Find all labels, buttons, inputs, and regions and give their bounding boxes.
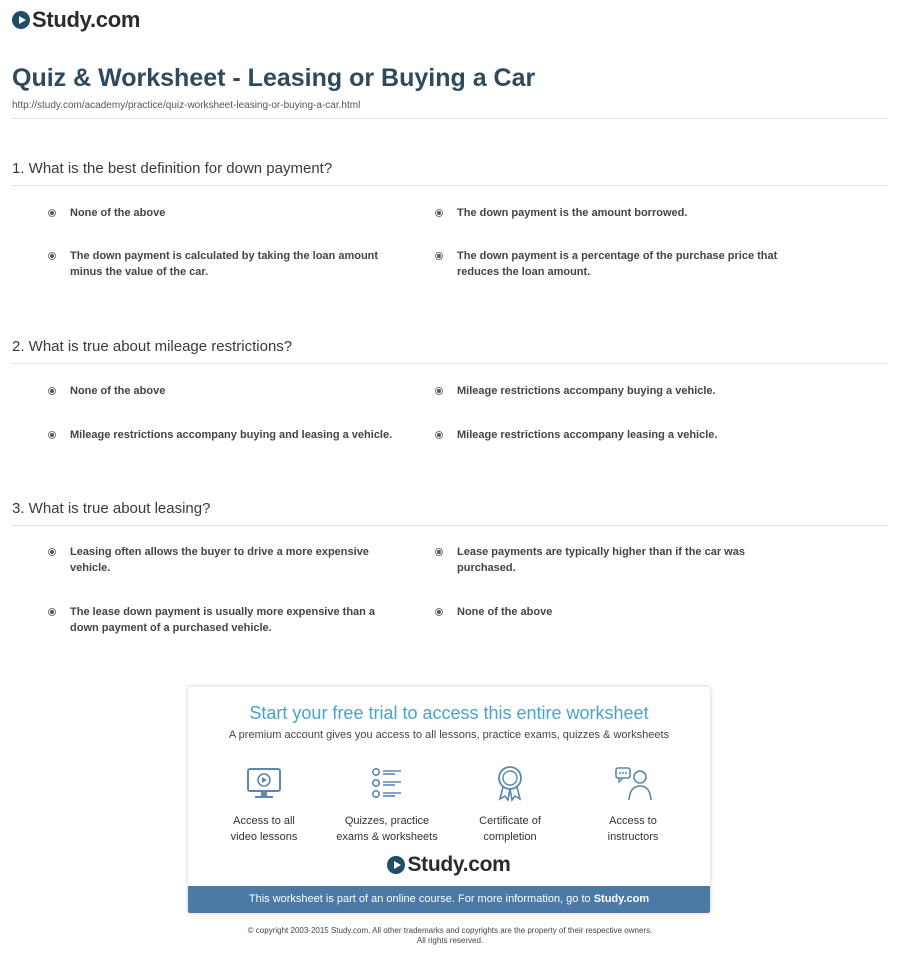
feature-label-line: Certificate of [479,815,541,827]
radio-button-icon[interactable] [48,548,56,556]
radio-button-icon[interactable] [435,431,443,439]
instructor-icon [613,763,653,803]
answer-option[interactable] [46,604,406,636]
feature-label [450,813,570,845]
radio-button-icon[interactable] [48,431,56,439]
copyright-line: All rights reserved. [416,936,484,945]
play-logo-icon [387,856,405,874]
answer-option[interactable] [46,248,406,280]
answer-option[interactable] [46,205,406,221]
answer-option[interactable] [433,248,793,280]
question-1 [12,160,888,300]
page-title: Quiz & Worksheet - Leasing or Buying a Car [12,64,536,92]
course-info-text: This worksheet is part of an online course. For more information, go to [248,893,594,905]
question-2 [12,338,888,458]
copyright-line: © copyright 2003-2015 Study.com. All other trademarks and copyrights are the property of their respective owners. [247,926,653,935]
radio-button-icon[interactable] [435,548,443,556]
feature-label-line: Access to [609,815,657,827]
answer-text: Mileage restrictions accompany buying a vehicle. [457,385,716,397]
feature-video-lessons [204,763,324,845]
feature-label [327,813,447,845]
answer-text: The down payment is the amount borrowed. [457,207,688,219]
site-logo[interactable] [12,6,140,34]
question-text: 1. What is the best definition for down payment? [12,160,888,186]
promo-heading[interactable]: Start your free trial to access this entire worksheet [249,703,649,723]
question-text: 3. What is true about leasing? [12,500,888,526]
answer-text: The down payment is calculated by taking the loan amount minus the value of the car. [70,250,379,278]
feature-label [204,813,324,845]
certificate-icon [490,763,530,803]
question-text: 2. What is true about mileage restrictions? [12,338,888,364]
answer-option[interactable] [46,427,406,443]
play-logo-icon [12,11,30,29]
feature-label-line: Access to all [233,815,295,827]
quiz-list-icon [367,763,407,803]
answer-option[interactable] [46,383,406,399]
feature-label-line: exams & worksheets [336,831,438,843]
answer-option[interactable] [433,383,793,399]
promo-subheading: A premium account gives you access to all lessons, practice exams, quizzes & worksheets [228,729,670,741]
answer-text: None of the above [70,385,166,397]
answer-text: Lease payments are typically higher than if the car was purchased. [457,546,745,574]
radio-button-icon[interactable] [48,608,56,616]
video-lesson-icon [244,763,284,803]
answer-option[interactable] [433,544,793,576]
answer-text: Mileage restrictions accompany buying and leasing a vehicle. [70,429,393,441]
logo-text: Study.com [407,853,511,876]
radio-button-icon[interactable] [435,387,443,395]
radio-button-icon[interactable] [48,209,56,217]
feature-label-line: video lessons [230,831,298,843]
feature-quizzes [327,763,447,845]
radio-button-icon[interactable] [48,387,56,395]
feature-label-line: Quizzes, practice [344,815,430,827]
logo-text: Study.com [32,7,141,32]
answer-option[interactable] [433,604,793,620]
answer-text: The down payment is a percentage of the purchase price that reduces the loan amount. [457,250,778,278]
radio-button-icon[interactable] [435,608,443,616]
feature-label [573,813,693,845]
feature-certificate [450,763,570,845]
answer-text: Mileage restrictions accompany leasing a vehicle. [457,429,718,441]
page-url: http://study.com/academy/practice/quiz-worksheet-leasing-or-buying-a-car.html [12,100,361,111]
radio-button-icon[interactable] [435,209,443,217]
study-link[interactable]: Study.com [593,893,650,905]
copyright-notice [200,926,700,946]
feature-label-line: instructors [607,831,659,843]
feature-instructors [573,763,693,845]
answer-text: Leasing often allows the buyer to drive a more expensive vehicle. [70,546,369,574]
course-info-bar [188,886,710,913]
answer-option[interactable] [46,544,406,576]
header-divider [12,118,888,119]
answer-text: None of the above [457,606,553,618]
answer-text: None of the above [70,207,166,219]
radio-button-icon[interactable] [435,252,443,260]
free-trial-promo [188,687,710,913]
question-3 [12,500,888,640]
feature-label-line: completion [483,831,537,843]
answer-option[interactable] [433,205,793,221]
promo-logo[interactable] [188,853,710,877]
answer-option[interactable] [433,427,793,443]
radio-button-icon[interactable] [48,252,56,260]
answer-text: The lease down payment is usually more expensive than a down payment of a purchased vehicle. [70,606,376,634]
